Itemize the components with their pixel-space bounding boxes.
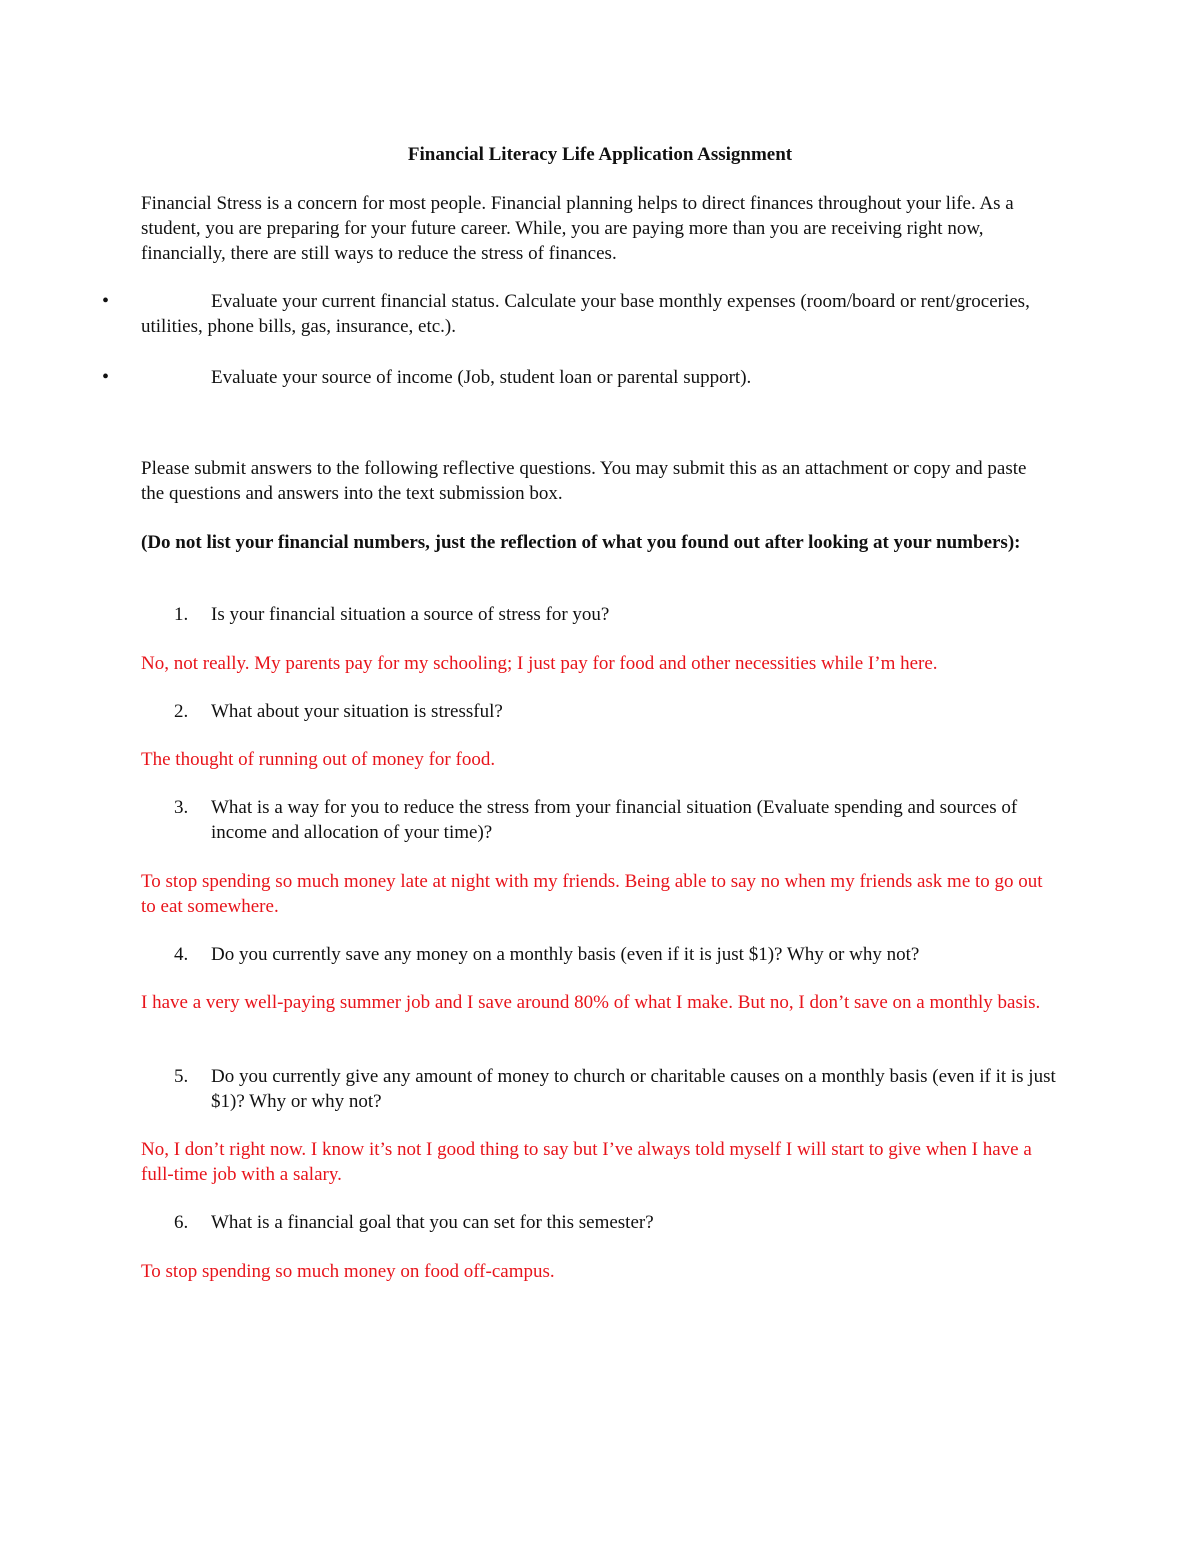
question-text: Do you currently give any amount of money to church or charitable causes on a monthly basis (even if it is just $1)? Why or why not? (211, 1066, 1056, 1112)
answer-text: No, not really. My parents pay for my schooling; I just pay for food and other necessities while I’m here. (141, 653, 938, 674)
question-text: Is your financial situation a source of stress for you? (211, 604, 610, 625)
bullet-text: Evaluate your source of income (Job, student loan or parental support). (211, 367, 752, 388)
intro-paragraph: Financial Stress is a concern for most people. Financial planning helps to direct finances throughout your life. As a student, you are preparing for your future career. While, you are paying more than you are receiving right now, financially, there are still ways to reduce the stress of finances. (141, 193, 1014, 264)
question-number: 2. (174, 701, 189, 722)
answer-text: To stop spending so much money on food off-campus. (141, 1261, 555, 1282)
question-text: What is a way for you to reduce the stress from your financial situation (Evaluate spending and sources of income and allocation of your time)? (211, 797, 1018, 843)
bold-note: (Do not list your financial numbers, just the reflection of what you found out after looking at your numbers): (141, 532, 1021, 553)
question-text: Do you currently save any money on a monthly basis (even if it is just $1)? Why or why not? (211, 944, 920, 965)
question-number: 5. (174, 1066, 189, 1087)
document-title: Financial Literacy Life Application Assignment (407, 144, 793, 165)
question-item (141, 1210, 1061, 1235)
bullet-text: Evaluate your current financial status. Calculate your base monthly expenses (room/board or rent/groceries, utilities, phone bills, gas, insurance, etc.). (141, 291, 1030, 337)
question-item (141, 699, 1061, 724)
bullet-icon: • (102, 290, 110, 312)
answer-text: I have a very well-paying summer job and I save around 80% of what I make. But no, I don’t save on a monthly basis. (141, 992, 1041, 1013)
question-number: 1. (174, 604, 189, 625)
question-item (141, 602, 1061, 627)
question-number: 4. (174, 944, 189, 965)
question-text: What is a financial goal that you can set for this semester? (211, 1212, 654, 1233)
bullet-item (102, 289, 1062, 339)
bullet-item (102, 365, 1062, 390)
question-item (141, 942, 1061, 967)
answer-text: The thought of running out of money for food. (141, 749, 496, 770)
question-item (141, 795, 1061, 845)
answer-text: To stop spending so much money late at night with my friends. Being able to say no when my friends ask me to go out to eat somewhere. (141, 871, 1043, 917)
instructions-paragraph: Please submit answers to the following reflective questions. You may submit this as an attachment or copy and paste the questions and answers into the text submission box. (141, 458, 1027, 504)
question-item (141, 1064, 1061, 1114)
question-number: 3. (174, 797, 189, 818)
question-text: What about your situation is stressful? (211, 701, 503, 722)
answer-text: No, I don’t right now. I know it’s not I good thing to say but I’ve always told myself I will start to give when I have a full-time job with a salary. (141, 1139, 1032, 1185)
bullet-icon: • (102, 366, 110, 388)
question-number: 6. (174, 1212, 189, 1233)
